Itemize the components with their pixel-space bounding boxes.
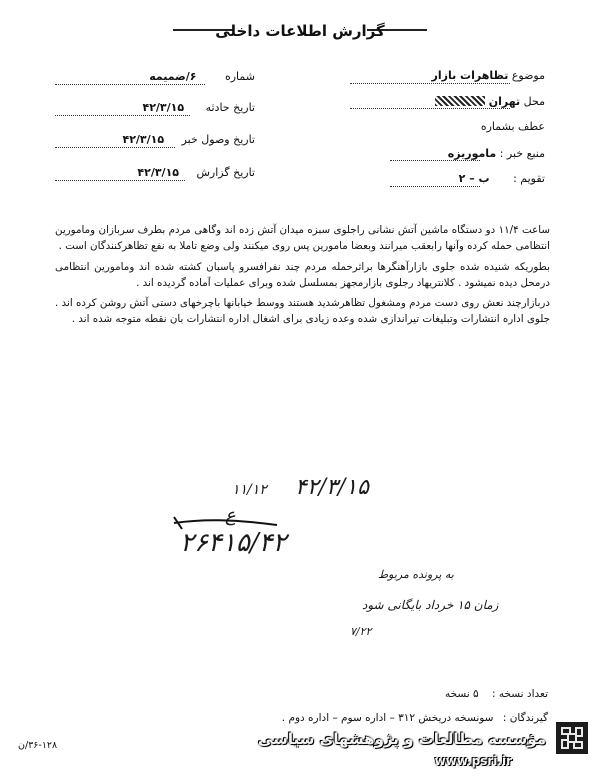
number-field	[55, 70, 255, 83]
event-date-field	[55, 101, 255, 114]
handwritten-date: ۴۲/۳/۱۵	[295, 475, 369, 500]
subject-field	[432, 69, 545, 82]
copies-field	[445, 688, 548, 700]
report-date-value: ۴۲/۳/۱۵	[137, 166, 179, 179]
source-dotted-line	[390, 160, 480, 161]
receive-date-label: تاریخ وصول خبر	[181, 133, 255, 146]
body-paragraph-3: دربازارچند نعش روی دست مردم ومشغول تظاهرشدید هستند ووسط خیابانها باچرخهای دستی آتش روشن کرده اند . جلوی اداره انتشارات وتبلیغات تیراندازی شده وعده زیادی برای اشغال اداره انتشارات بان نقطه متوجه شده اند .	[55, 297, 550, 326]
event-date-label: تاریخ حادثه	[205, 101, 255, 114]
recipients-value: سونسخه دریخش ۳۱۲ – اداره سوم – اداره دوم .	[281, 712, 494, 724]
event-date-value: ۴۲/۳/۱۵	[142, 101, 185, 114]
handwritten-note-line-2: زمان ۱۵ خرداد بایگانی شود	[362, 598, 499, 612]
body-paragraph-1: ساعت ۱۱/۴ دو دستگاه ماشین آتش نشانی راجلوی سبزه میدان آتش زده اند وگاهی مردم بطرف سربازان ومامورین انتظامی حمله کرده وآنها رابعقب میرانند وبعضا مامورین پس روی میکنند ولی وضع تاملا به نفع تظاهرکنندگان است .	[55, 224, 551, 253]
location-dotted-line	[350, 108, 510, 109]
evaluation-field	[459, 172, 545, 185]
redacted-mark	[435, 96, 485, 106]
receive-date-value: ۴۲/۳/۱۵	[122, 133, 165, 146]
evaluation-dotted-line	[390, 186, 480, 187]
recipients-field	[282, 712, 548, 724]
location-field	[489, 95, 545, 108]
location-label: محل	[523, 95, 545, 108]
watermark-institute: مؤسسه مطالعات و پژوهشهای سیاسی	[257, 730, 546, 748]
copies-value: ۵ نسخه	[444, 688, 479, 700]
report-date-field	[55, 166, 255, 179]
source-label: منبع خبر :	[499, 147, 545, 160]
receive-date-field	[55, 133, 255, 146]
location-value: تهران	[488, 95, 521, 108]
subject-value: تظاهرات بازار	[431, 69, 509, 82]
handwritten-note-line-3: ۷/۲۲	[350, 625, 372, 638]
source-value: ماموریزه	[447, 147, 497, 160]
number-value: ۶/ضمیمه	[149, 70, 197, 83]
evaluation-value: ب – ۲	[458, 172, 490, 185]
handwritten-code: ۲۶۴۱۵/۴۲	[180, 528, 287, 558]
report-date-dotted-line	[55, 180, 185, 181]
handwritten-note-line-1: به پرونده مربوط	[378, 568, 454, 581]
source-field	[448, 147, 545, 160]
handwritten-number: ۱۱/۱۲	[232, 482, 267, 498]
number-label: شماره	[224, 70, 255, 83]
body-paragraph-2: بطوریکه شنیده شده جلوی بازارآهنگرها براثرحمله مردم چند نفرافسرو پاسبان کشته شده اند ومامورین انتظامی درمحل دیده نمیشود . کلانتریهاد رجلوی بازارمجهز بمسلسل شده وبرای عملیات آماده گردیده اند .	[55, 260, 550, 289]
recipients-label: گیرندگان :	[502, 712, 548, 724]
subject-label: موضوع	[511, 69, 545, 82]
receive-date-dotted-line	[55, 147, 175, 148]
form-code: ۳۶-۱۲۸/ن	[18, 740, 58, 751]
handwritten-letter: ع	[225, 505, 236, 526]
report-date-label: تاریخ گزارش	[196, 166, 255, 179]
subject-dotted-line	[350, 83, 510, 84]
copies-label: تعداد نسخه :	[491, 688, 548, 700]
report-body	[55, 222, 550, 332]
institute-logo-icon	[556, 722, 588, 754]
watermark	[257, 728, 552, 774]
reference-field: عطف بشماره	[480, 120, 545, 133]
event-date-dotted-line	[55, 115, 190, 116]
watermark-url: www.psri.ir	[434, 754, 512, 768]
document-title: گزارش اطلاعات داخلی	[215, 22, 385, 40]
evaluation-label: تقویم :	[513, 172, 545, 185]
number-dotted-line	[55, 84, 205, 85]
